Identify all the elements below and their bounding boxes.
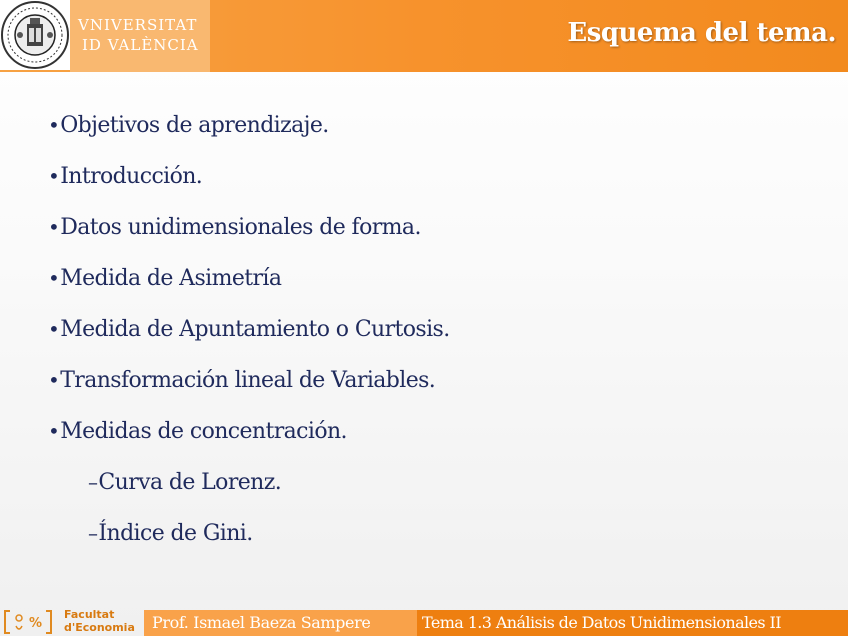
faculty-name-line2: d'Economia (64, 621, 135, 634)
outline-list (48, 108, 450, 567)
bullet-mark: • (48, 215, 60, 239)
author-label: Prof. Ismael Baeza Sampere (144, 610, 417, 636)
university-seal-logo (0, 0, 70, 70)
bullet-mark: • (48, 368, 60, 392)
outline-item-text: Curva de Lorenz. (98, 470, 282, 495)
bullet-mark: – (88, 521, 98, 545)
outline-item (48, 108, 450, 159)
outline-item-text: Medida de Apuntamiento o Curtosis. (60, 317, 450, 342)
outline-item (48, 312, 450, 363)
outline-item-text: Datos unidimensionales de forma. (60, 215, 421, 240)
outline-item-text: Objetivos de aprendizaje. (60, 113, 329, 138)
university-name-box (70, 0, 210, 72)
bullet-mark: • (48, 113, 60, 137)
outline-item-text: Índice de Gini. (98, 521, 253, 546)
faculty-logo-text: % (29, 616, 43, 631)
faculty-name-line1: Facultat (64, 608, 115, 621)
outline-item-text: Medida de Asimetría (60, 266, 282, 291)
topic-label: Tema 1.3 Análisis de Datos Unidimensionales II (417, 610, 848, 636)
outline-item-text: Introducción. (60, 164, 203, 189)
university-name-line1: VNIVERSITAT (78, 16, 198, 34)
outline-item-text: Transformación lineal de Variables. (60, 368, 436, 393)
outline-subitem (48, 516, 450, 567)
bullet-mark: • (48, 317, 60, 341)
outline-subitem (48, 465, 450, 516)
faculty-logo-icon (2, 608, 54, 636)
outline-item (48, 363, 450, 414)
university-name-line2: ID VALÈNCIA (82, 36, 199, 54)
outline-item-text: Medidas de concentración. (60, 419, 347, 444)
slide-header (0, 0, 848, 72)
faculty-name (64, 608, 135, 634)
bullet-mark: • (48, 164, 60, 188)
outline-item (48, 210, 450, 261)
outline-item (48, 261, 450, 312)
bullet-mark: • (48, 419, 60, 443)
slide-title: Esquema del tema. (567, 18, 836, 48)
bullet-mark: – (88, 470, 98, 494)
outline-item (48, 414, 450, 465)
bullet-mark: • (48, 266, 60, 290)
outline-item (48, 159, 450, 210)
